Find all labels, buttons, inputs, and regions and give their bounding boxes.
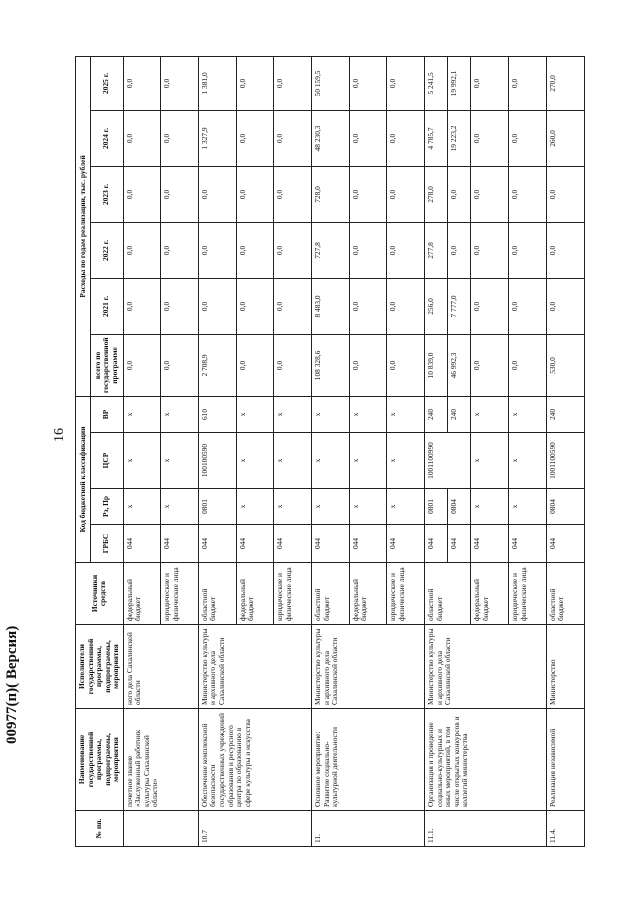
row-2022: 0,0 [274, 222, 312, 278]
row-2023: 0,0 [448, 166, 471, 222]
row-executor: ного дела Сахалинской области [123, 625, 198, 709]
row-rzpr: х [349, 489, 387, 525]
row-executor: Министерство [546, 625, 584, 709]
row-2021: 0,0 [349, 278, 387, 334]
row-2025: 0,0 [387, 56, 425, 110]
row-executor: Министерство культуры и архивного дела Сахалинской области [425, 625, 547, 709]
row-total: 10 839,0 [425, 334, 448, 396]
header-name: Наименование государственной программы, подпрограммы, мероприятия [76, 709, 124, 811]
row-2023: 0,0 [349, 166, 387, 222]
row-csr: х [349, 433, 387, 489]
row-total: 530,0 [546, 334, 584, 396]
row-2021: 256,0 [425, 278, 448, 334]
row-2021: 0,0 [546, 278, 584, 334]
row-grbs: 044 [509, 525, 547, 563]
row-name: Организация и проведение социально-культурных и иных мероприятий, в том числе открытых конкурсов и коллегий министерства [425, 709, 547, 811]
table-row [425, 56, 448, 846]
row-total: 0,0 [509, 334, 547, 396]
row-2022: 0,0 [509, 222, 547, 278]
row-2024: 4 785,7 [425, 110, 448, 166]
row-csr: 1001100590 [546, 433, 584, 489]
row-vr: 610 [198, 396, 236, 432]
row-2025: 0,0 [123, 56, 161, 110]
row-csr: х [471, 433, 509, 489]
row-2025: 1 381,0 [198, 56, 236, 110]
row-2023: 728,0 [312, 166, 350, 222]
header-budget-code: Код бюджетной классификации [76, 396, 91, 562]
header-csr: ЦСР [90, 433, 123, 489]
row-2024: 0,0 [123, 110, 161, 166]
row-total: 2 708,9 [198, 334, 236, 396]
row-executor: Министерство культуры и архивного дела Сахалинской области [198, 625, 311, 709]
row-2024: 0,0 [274, 110, 312, 166]
row-2023: 0,0 [123, 166, 161, 222]
row-num: 11.1. [425, 811, 547, 847]
row-source: федеральный бюджет [236, 563, 274, 625]
row-rzpr: х [387, 489, 425, 525]
row-2022: 727,8 [312, 222, 350, 278]
row-grbs: 044 [471, 525, 509, 563]
row-csr: х [387, 433, 425, 489]
row-vr: 240 [425, 396, 448, 432]
row-2021: 0,0 [274, 278, 312, 334]
row-2022: 0,0 [236, 222, 274, 278]
header-total: всего по государственной программе [90, 334, 123, 396]
row-grbs: 044 [236, 525, 274, 563]
row-rzpr: х [236, 489, 274, 525]
row-grbs: 044 [274, 525, 312, 563]
row-csr: х [236, 433, 274, 489]
row-2021: 0,0 [509, 278, 547, 334]
row-rzpr: х [471, 489, 509, 525]
row-2024: 0,0 [161, 110, 199, 166]
row-source: юридические и физические лица [387, 563, 425, 625]
row-grbs: 044 [546, 525, 584, 563]
row-rzpr: 0801 [425, 489, 448, 525]
row-source: юридические и физические лица [509, 563, 547, 625]
row-vr: х [509, 396, 547, 432]
row-vr: х [349, 396, 387, 432]
row-source: областной бюджет [425, 563, 471, 625]
row-csr: 1001100990 [425, 433, 471, 489]
row-rzpr: х [312, 489, 350, 525]
page-number: 16 [52, 428, 67, 442]
row-2022: 0,0 [198, 222, 236, 278]
row-num: 11. [312, 811, 425, 847]
row-source: юридические и физические лица [161, 563, 199, 625]
row-2024: 0,0 [509, 110, 547, 166]
row-2024: 0,0 [349, 110, 387, 166]
row-2023: 0,0 [274, 166, 312, 222]
row-name: Обеспечение комплексной безопасности государственных учреждений образования и ресурсного центра по образованию в сфере культуры и искусства [198, 709, 311, 811]
header-vr: ВР [90, 396, 123, 432]
row-name: почетное звание «Заслуженный работник культуры Сахалинской области» [123, 709, 198, 811]
row-source: федеральный бюджет [123, 563, 161, 625]
row-2023: 0,0 [471, 166, 509, 222]
row-2025: 0,0 [274, 56, 312, 110]
row-2025: 0,0 [471, 56, 509, 110]
row-total: 0,0 [161, 334, 199, 396]
row-2021: 0,0 [236, 278, 274, 334]
row-source: федеральный бюджет [471, 563, 509, 625]
row-grbs: 044 [448, 525, 471, 563]
row-vr: х [387, 396, 425, 432]
row-2021: 0,0 [161, 278, 199, 334]
header-year-2024: 2024 г. [90, 110, 123, 166]
row-2021: 8 483,0 [312, 278, 350, 334]
row-vr: х [161, 396, 199, 432]
row-2025: 0,0 [509, 56, 547, 110]
row-2024: 48 230,3 [312, 110, 350, 166]
table-row [198, 56, 236, 846]
table-row [123, 56, 161, 846]
row-2021: 0,0 [471, 278, 509, 334]
header-year-2022: 2022 г. [90, 222, 123, 278]
row-name: Основное мероприятие: Развитие социально-культурной деятельности [312, 709, 425, 811]
row-vr: 240 [448, 396, 471, 432]
row-2023: 0,0 [161, 166, 199, 222]
row-2024: 0,0 [236, 110, 274, 166]
header-executor: Исполнители государственной программы, подпрограммы, мероприятия [76, 625, 124, 709]
row-source: юридические и физические лица [274, 563, 312, 625]
rotated-budget-table-container [75, 57, 581, 847]
row-rzpr: 0804 [448, 489, 471, 525]
row-csr: х [274, 433, 312, 489]
row-total: 0,0 [274, 334, 312, 396]
row-num [123, 811, 198, 847]
header-num: № пп. [76, 811, 124, 847]
row-vr: х [123, 396, 161, 432]
header-year-2021: 2021 г. [90, 278, 123, 334]
row-2025: 5 241,5 [425, 56, 448, 110]
row-total: 46 992,3 [448, 334, 471, 396]
row-total: 0,0 [123, 334, 161, 396]
row-2025: 0,0 [349, 56, 387, 110]
row-total: 108 328,6 [312, 334, 350, 396]
row-rzpr: 0804 [546, 489, 584, 525]
row-csr: х [161, 433, 199, 489]
row-rzpr: х [161, 489, 199, 525]
row-name: Реализация независимой [546, 709, 584, 811]
row-grbs: 044 [349, 525, 387, 563]
row-csr: 100100590 [198, 433, 236, 489]
row-num: 11.4. [546, 811, 584, 847]
row-2021: 7 777,0 [448, 278, 471, 334]
row-2021: 0,0 [387, 278, 425, 334]
row-2024: 260,0 [546, 110, 584, 166]
row-2023: 0,0 [509, 166, 547, 222]
row-vr: х [274, 396, 312, 432]
row-2025: 0,0 [161, 56, 199, 110]
row-2023: 0,0 [236, 166, 274, 222]
row-2023: 0,0 [387, 166, 425, 222]
row-rzpr: х [509, 489, 547, 525]
row-rzpr: х [274, 489, 312, 525]
row-rzpr: 0801 [198, 489, 236, 525]
row-vr: х [312, 396, 350, 432]
row-2024: 0,0 [387, 110, 425, 166]
row-source: федеральный бюджет [349, 563, 387, 625]
row-num: 10.7 [198, 811, 311, 847]
row-total: 0,0 [471, 334, 509, 396]
row-2022: 0,0 [546, 222, 584, 278]
row-2021: 0,0 [123, 278, 161, 334]
header-expenses: Расходы по годам реализации, тыс. рублей [76, 56, 91, 396]
row-source: областной бюджет [546, 563, 584, 625]
budget-table [75, 56, 585, 847]
row-2022: 277,8 [425, 222, 448, 278]
row-2022: 0,0 [471, 222, 509, 278]
header-year-2023: 2023 г. [90, 166, 123, 222]
row-csr: х [509, 433, 547, 489]
row-2022: 0,0 [161, 222, 199, 278]
row-2025: 19 992,1 [448, 56, 471, 110]
row-rzpr: х [123, 489, 161, 525]
row-grbs: 044 [425, 525, 448, 563]
header-sources: Источники средств [76, 563, 124, 625]
row-2021: 0,0 [198, 278, 236, 334]
row-grbs: 044 [312, 525, 350, 563]
row-source: областной бюджет [198, 563, 236, 625]
row-2025: 0,0 [236, 56, 274, 110]
header-year-2025: 2025 г. [90, 56, 123, 110]
row-total: 0,0 [236, 334, 274, 396]
row-grbs: 044 [123, 525, 161, 563]
row-total: 0,0 [349, 334, 387, 396]
row-csr: х [123, 433, 161, 489]
row-2022: 0,0 [387, 222, 425, 278]
row-2024: 1 327,9 [198, 110, 236, 166]
row-2022: 0,0 [123, 222, 161, 278]
row-vr: 240 [546, 396, 584, 432]
row-grbs: 044 [198, 525, 236, 563]
table-row [546, 56, 584, 846]
row-2022: 0,0 [349, 222, 387, 278]
row-grbs: 044 [387, 525, 425, 563]
row-2023: 0,0 [198, 166, 236, 222]
row-2024: 19 223,2 [448, 110, 471, 166]
row-2022: 0,0 [448, 222, 471, 278]
row-source: областной бюджет [312, 563, 350, 625]
row-2025: 270,0 [546, 56, 584, 110]
header-rzpr: Рз, Пр [90, 489, 123, 525]
row-total: 0,0 [387, 334, 425, 396]
row-csr: х [312, 433, 350, 489]
row-2025: 50 159,5 [312, 56, 350, 110]
row-vr: х [471, 396, 509, 432]
table-row [312, 56, 350, 846]
row-2023: 278,0 [425, 166, 448, 222]
row-2023: 0,0 [546, 166, 584, 222]
row-2024: 0,0 [471, 110, 509, 166]
header-grbs: ГРБС [90, 525, 123, 563]
document-code: 00977(п)( Версия) [4, 625, 20, 744]
row-vr: х [236, 396, 274, 432]
row-grbs: 044 [161, 525, 199, 563]
row-executor: Министерство культуры и архивного дела Сахалинской области [312, 625, 425, 709]
